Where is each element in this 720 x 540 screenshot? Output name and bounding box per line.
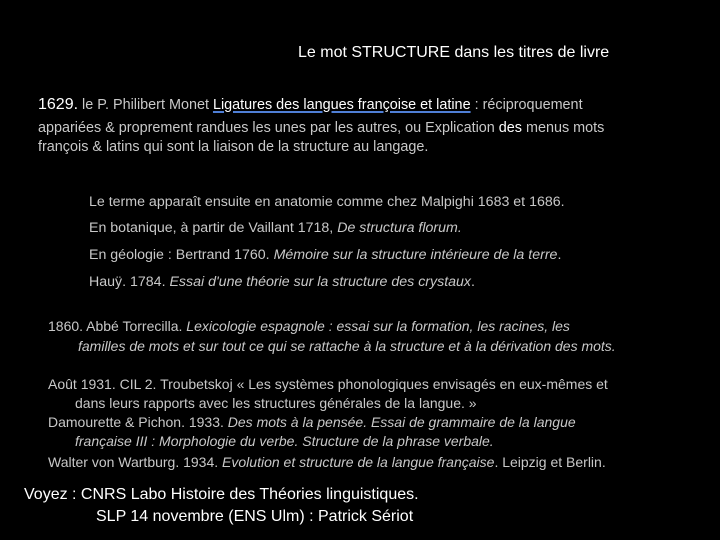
damourette-line2 — [75, 433, 494, 449]
voyez-line2: SLP 14 novembre (ENS Ulm) : Patrick Sériot — [96, 508, 414, 525]
hauy-line — [89, 274, 475, 290]
torrecilla-title-part2: familles de mots et sur tout ce qui se rattache à la structure et à la dérivation des mots. — [78, 338, 616, 354]
damourette-text: Damourette & Pichon. 1933. — [48, 414, 228, 430]
monet-line2-text: appariées & proprement randues les unes par les autres, ou Explication — [38, 120, 499, 136]
geology-title: Mémoire sur la structure intérieure de la terre — [273, 247, 558, 263]
torrecilla-line2 — [78, 338, 616, 354]
voyez-line1: Voyez : CNRS Labo Histoire des Théories linguistiques. — [24, 486, 419, 503]
botany-line — [89, 220, 462, 236]
anatomy-text: Le terme apparaît ensuite en anatomie comme chez Malpighi 1683 et 1686. — [89, 194, 565, 210]
slide-title: Le mot STRUCTURE dans les titres de livre — [298, 44, 610, 61]
monet-author: le P. Philibert Monet — [78, 97, 213, 113]
monet-rest: : réciproquement — [470, 97, 583, 113]
damourette-line1 — [48, 414, 576, 430]
botany-text: En botanique, à partir de Vaillant 1718, — [89, 220, 338, 236]
wartburg-line — [48, 454, 606, 470]
monet-line2-highlight: des — [498, 120, 522, 136]
monet-line2-end: menus mots — [521, 120, 605, 136]
hauy-suffix: . — [471, 274, 475, 290]
geology-line — [89, 247, 561, 263]
trubetskoy-line2 — [75, 395, 477, 411]
torrecilla-line1 — [48, 318, 570, 334]
hauy-text: Hauÿ. 1784. — [89, 274, 170, 290]
trubetskoy-text1: Août 1931. CIL 2. Troubetskoj « Les systèmes phonologiques envisagés en eux-mêmes et — [48, 376, 608, 392]
anatomy-line — [89, 194, 565, 210]
hauy-title: Essai d'une théorie sur la structure des crystaux — [169, 274, 472, 290]
monet-1629-line1 — [38, 93, 583, 117]
damourette-title-part2: française III : Morphologie du verbe. Structure de la phrase verbale. — [75, 433, 494, 449]
damourette-title-part1: Des mots à la pensée. Essai de grammaire de la langue — [227, 414, 576, 430]
torrecilla-title-part1: Lexicologie espagnole : essai sur la formation, les racines, les — [186, 318, 570, 334]
wartburg-text: Walter von Wartburg. 1934. — [48, 454, 223, 470]
monet-1629-line3 — [38, 135, 428, 159]
trubetskoy-text2: dans leurs rapports avec les structures générales de la langue. » — [75, 395, 477, 411]
geology-suffix: . — [557, 247, 562, 263]
monet-line3-text: françois & latins qui sont la liaison de la structure au langage. — [38, 139, 429, 155]
wartburg-suffix: . Leipzig et Berlin. — [494, 454, 606, 470]
wartburg-title: Evolution et structure de la langue française — [222, 454, 495, 470]
geology-text: En géologie : Bertrand 1760. — [89, 247, 274, 263]
ligatures-title-link[interactable]: Ligatures des langues françoise et latine — [212, 97, 471, 113]
year-1629: 1629. — [38, 96, 79, 113]
botany-title: De structura florum. — [337, 220, 462, 236]
trubetskoy-line1 — [48, 376, 608, 392]
torrecilla-text: 1860. Abbé Torrecilla. — [48, 318, 187, 334]
